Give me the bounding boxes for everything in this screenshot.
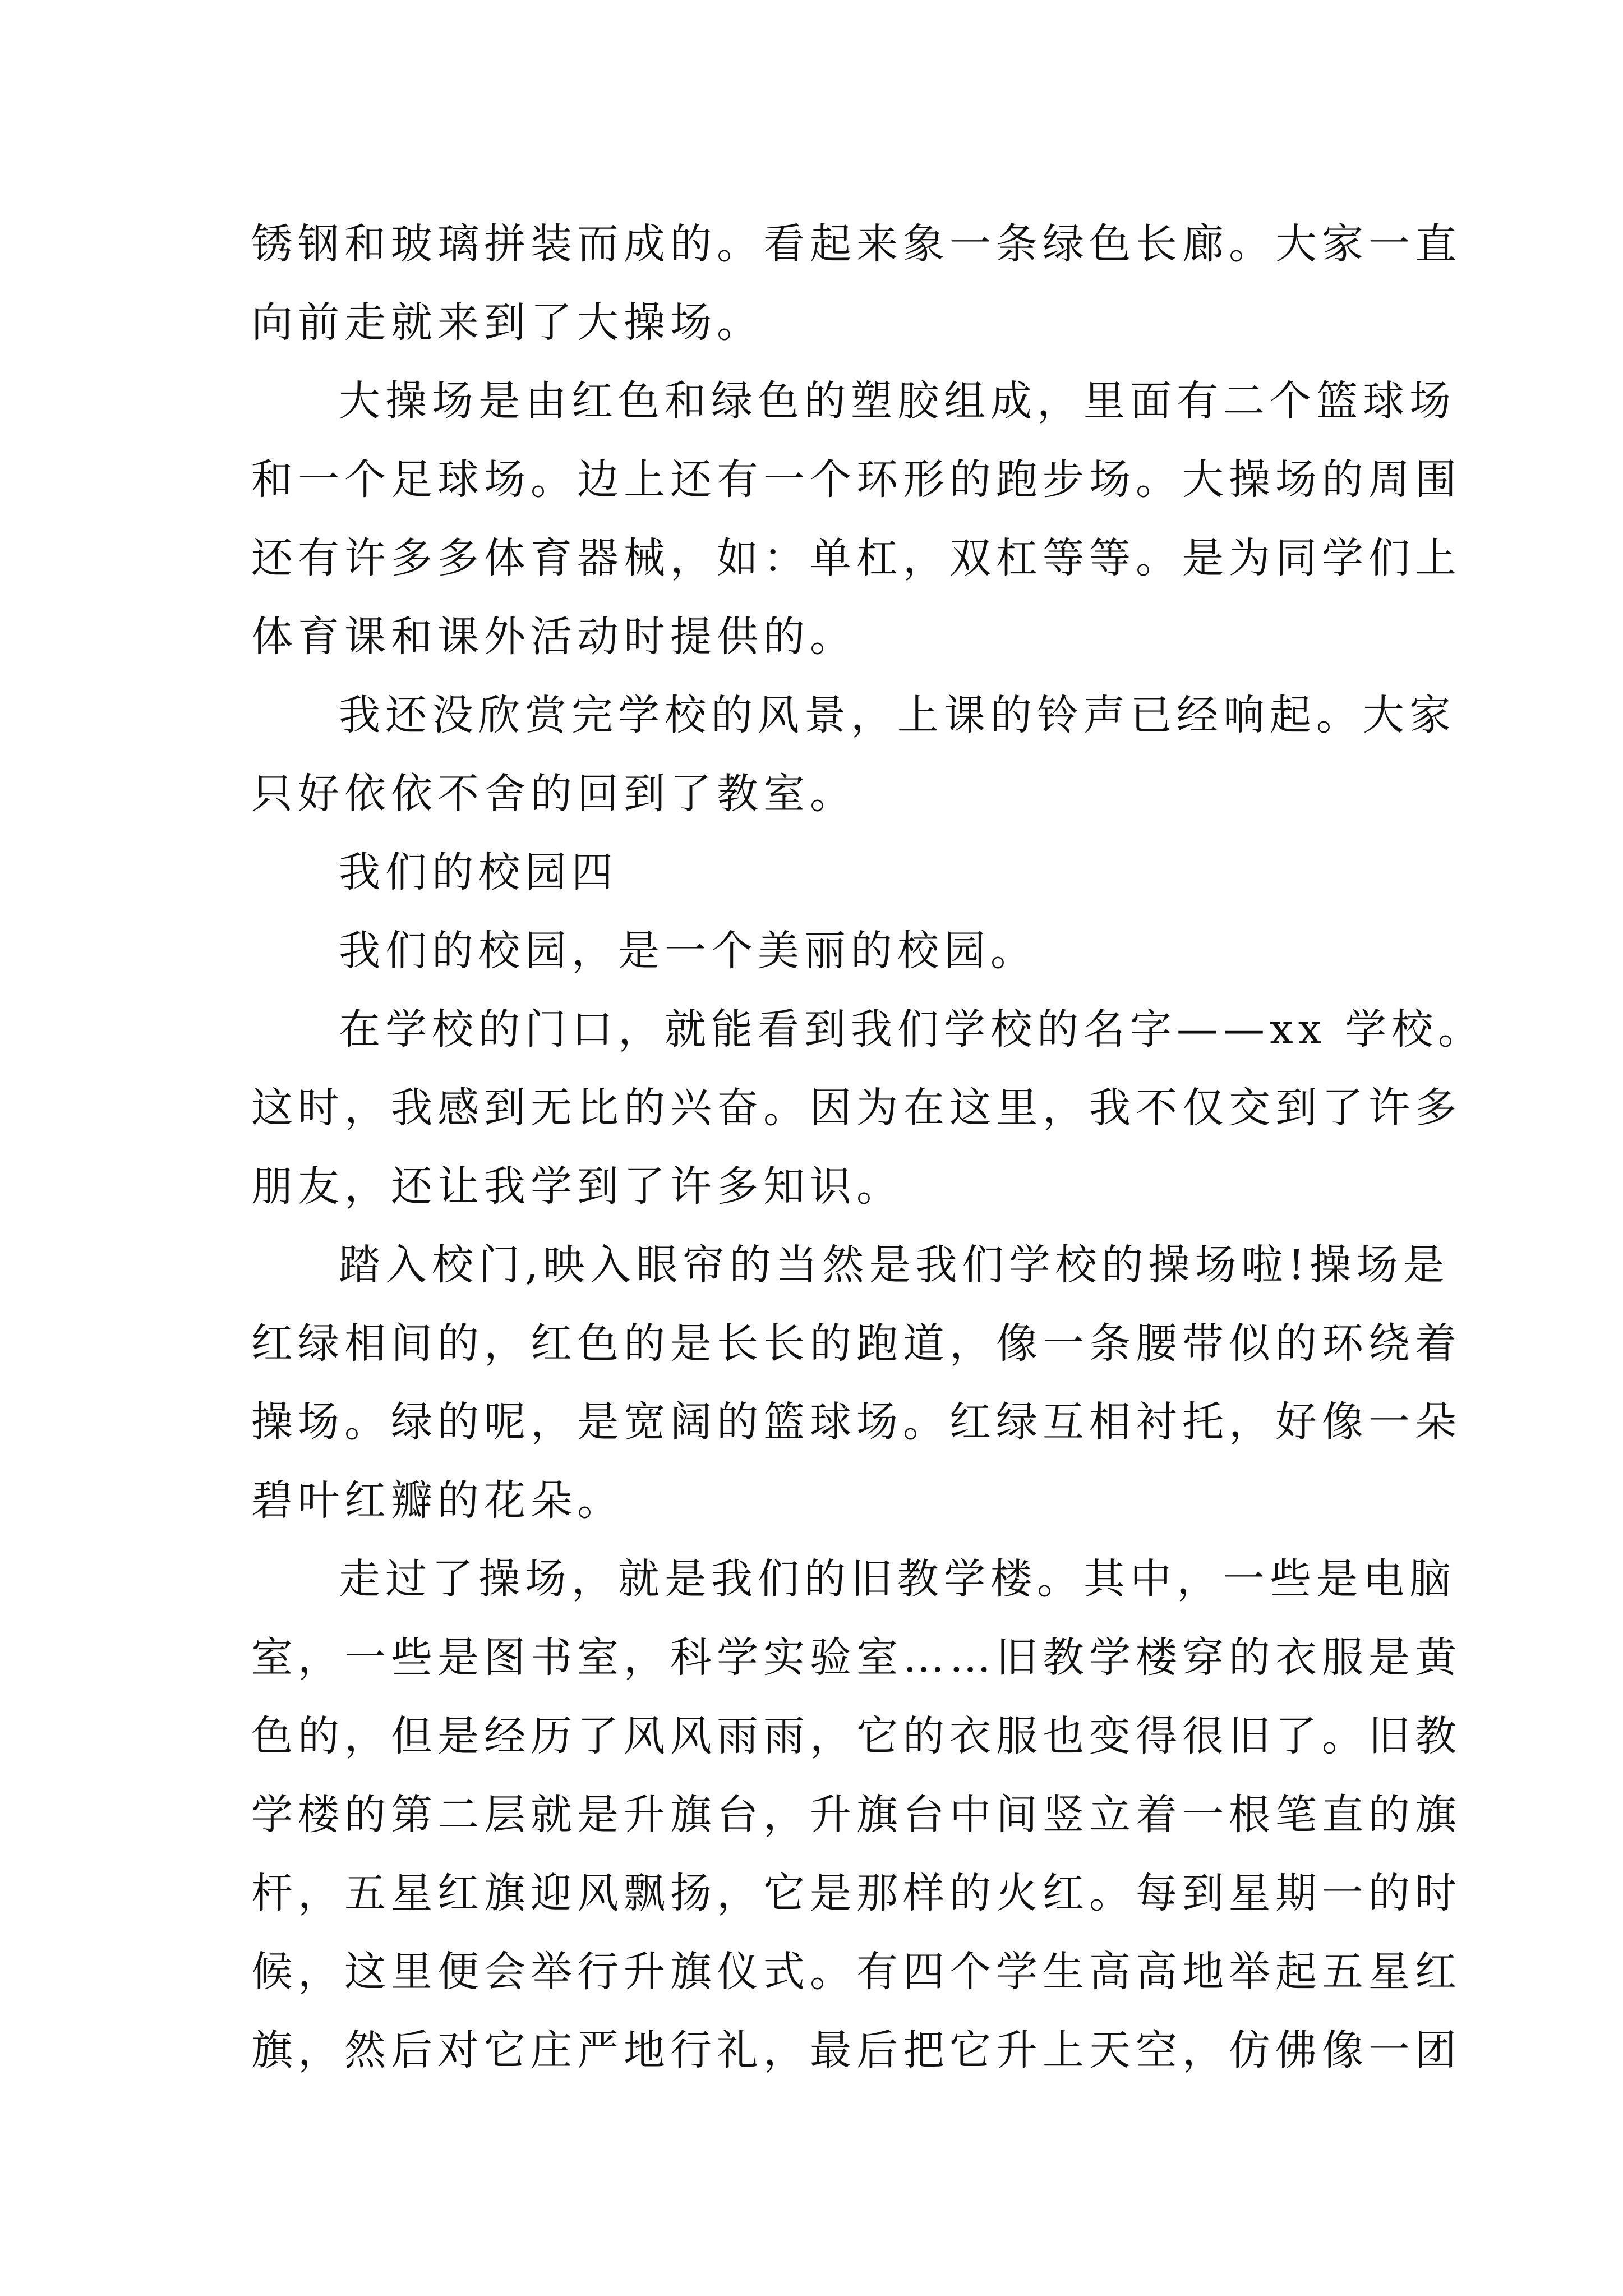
- paragraph-first-line: 大操场是由红色和绿色的塑胶组成，里面有二个篮球场: [339, 377, 1456, 425]
- text-line: 红绿相间的，红色的是长长的跑道，像一条腰带似的环绕着: [251, 1319, 1461, 1368]
- section-heading: 我们的校园四: [339, 848, 618, 896]
- paragraph-first-line: 在学校的门口，就能看到我们学校的名字——xx 学校。: [339, 1005, 1484, 1053]
- text-line: 和一个足球场。边上还有一个环形的跑步场。大操场的周围: [251, 455, 1461, 504]
- text-line: 还有许多多体育器械，如：单杠，双杠等等。是为同学们上: [251, 534, 1461, 582]
- text-line: 这时，我感到无比的兴奋。因为在这里，我不仅交到了许多: [251, 1084, 1461, 1132]
- text-line: 朋友，还让我学到了许多知识。: [251, 1162, 903, 1211]
- text-line: 向前走就来到了大操场。: [251, 298, 763, 347]
- text-line: 旗，然后对它庄严地行礼，最后把它升上天空，仿佛像一团: [251, 2026, 1461, 2074]
- text-line: 只好依依不舍的回到了教室。: [251, 770, 856, 818]
- paragraph-first-line: 我们的校园，是一个美丽的校园。: [339, 927, 1037, 975]
- text-line: 候，这里便会举行升旗仪式。有四个学生高高地举起五星红: [251, 1948, 1461, 1996]
- text-line: 锈钢和玻璃拼装而成的。看起来象一条绿色长廊。大家一直: [251, 220, 1461, 268]
- text-line: 体育课和课外活动时提供的。: [251, 613, 856, 661]
- paragraph-first-line: 我还没欣赏完学校的风景，上课的铃声已经响起。大家: [339, 691, 1456, 739]
- text-line: 碧叶红瓣的花朵。: [251, 1476, 624, 1525]
- paragraph-first-line: 踏入校门,映入眼帘的当然是我们学校的操场啦!操场是: [339, 1241, 1450, 1289]
- text-line: 色的，但是经历了风风雨雨，它的衣服也变得很旧了。旧教: [251, 1712, 1461, 1760]
- text-line: 室，一些是图书室，科学实验室……旧教学楼穿的衣服是黄: [251, 1634, 1461, 1682]
- paragraph-first-line: 走过了操场，就是我们的旧教学楼。其中，一些是电脑: [339, 1555, 1456, 1603]
- text-line: 学楼的第二层就是升旗台，升旗台中间竖立着一根笔直的旗: [251, 1791, 1461, 1839]
- text-line: 操场。绿的呢，是宽阔的篮球场。红绿互相衬托，好像一朵: [251, 1398, 1461, 1446]
- text-line: 杆，五星红旗迎风飘扬，它是那样的火红。每到星期一的时: [251, 1869, 1461, 1917]
